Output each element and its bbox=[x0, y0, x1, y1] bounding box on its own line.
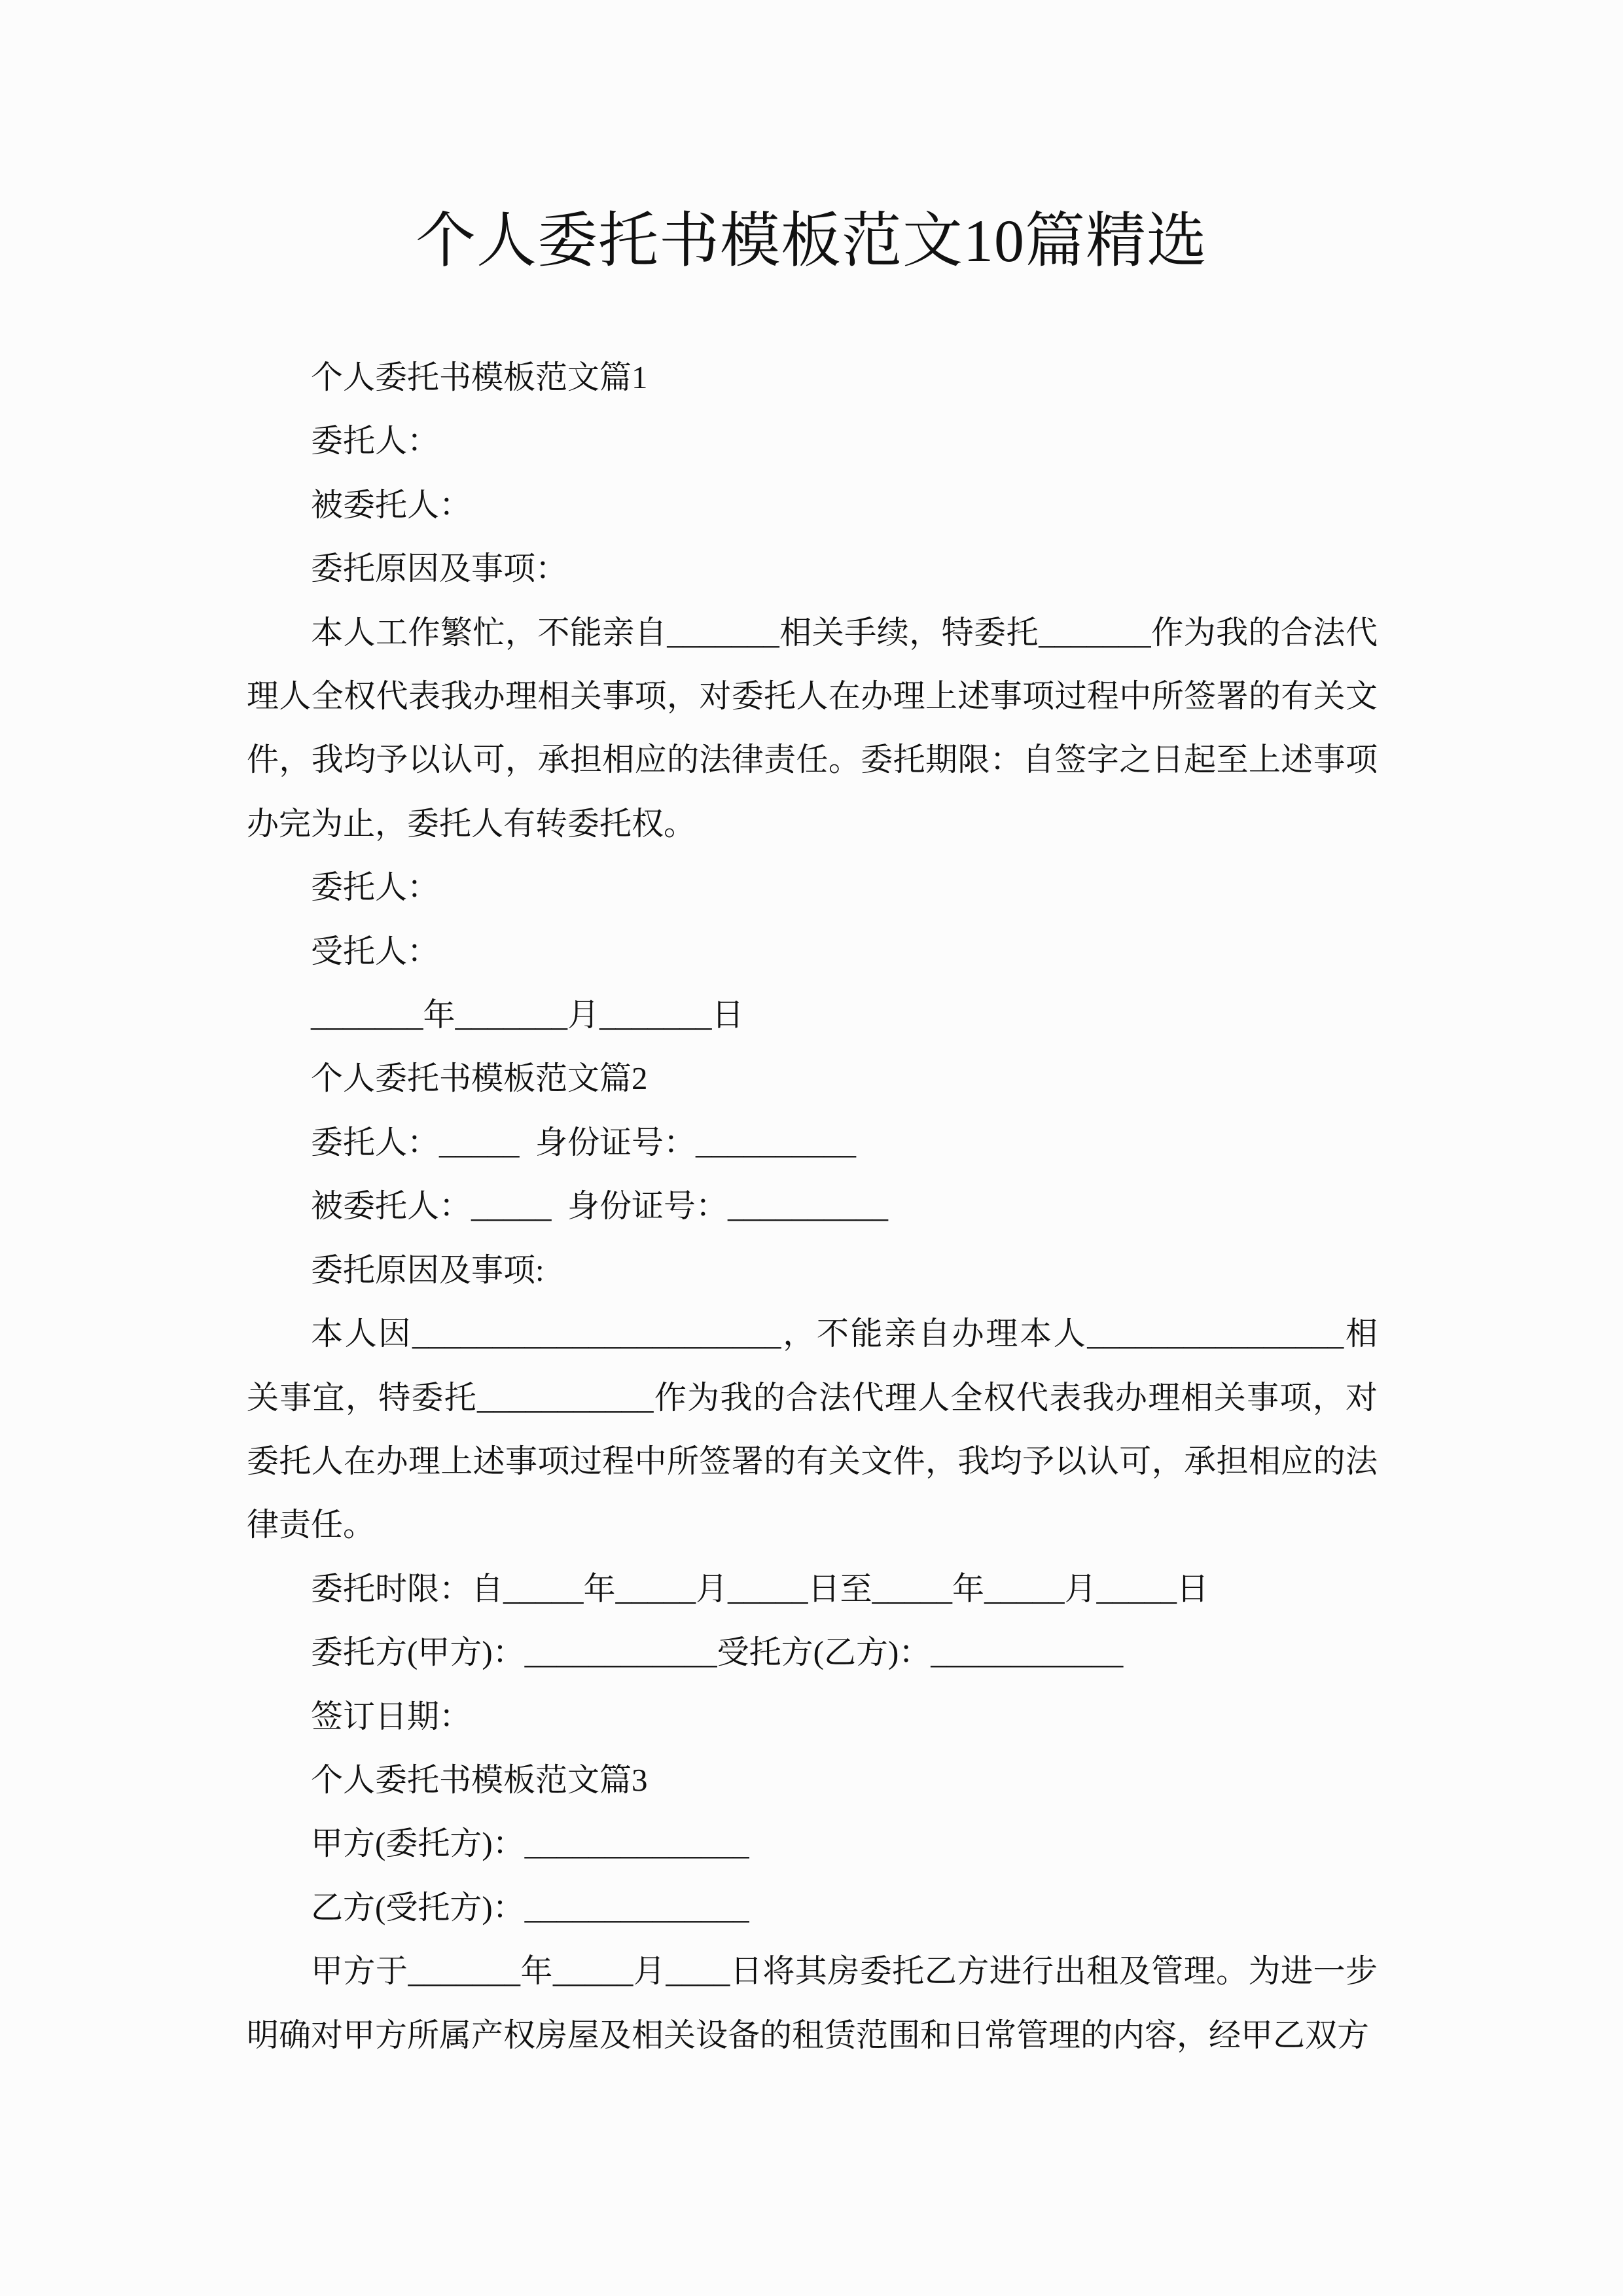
field-reason-label: 委托原因及事项: bbox=[311, 1251, 544, 1288]
party-b-line: 乙方(受托方)：______________ bbox=[311, 1889, 749, 1926]
section-1 bbox=[247, 346, 1378, 1047]
signing-date: 签订日期： bbox=[311, 1698, 472, 1734]
field-agent: 被委托人： bbox=[311, 486, 472, 523]
section-heading: 个人委托书模板范文篇1 bbox=[311, 359, 648, 395]
body-paragraph: 甲方于_______年_____月____日将其房委托乙方进行出租及管理。为进一步明确对甲方所属产权房屋及相关设备的租赁范围和日常管理的内容，经甲乙双方 bbox=[247, 1953, 1378, 2053]
signature-principal: 委托人： bbox=[311, 869, 440, 906]
parties-line: 委托方(甲方)：____________受托方(乙方)：____________ bbox=[311, 1634, 1124, 1671]
field-principal-id: 委托人：_____ 身份证号：__________ bbox=[311, 1124, 857, 1160]
date-line: _______年_______月_______日 bbox=[311, 997, 744, 1033]
field-agent-id: 被委托人：_____ 身份证号：__________ bbox=[311, 1188, 889, 1225]
section-3 bbox=[247, 1748, 1378, 2067]
section-heading: 个人委托书模板范文篇3 bbox=[311, 1761, 648, 1798]
term-line: 委托时限：自_____年_____月_____日至_____年_____月_____日 bbox=[311, 1570, 1209, 1607]
body-paragraph: 本人因_______________________，不能亲自办理本人________________相关事宜，特委托___________作为我的合法代理人全权代表我办理相关事项，对委托人在办理上述事项过程中所签署的有关文件，我均予以认可，承担相应的法律责任。 bbox=[247, 1316, 1378, 1543]
field-reason-label: 委托原因及事项： bbox=[311, 550, 568, 587]
section-2 bbox=[247, 1047, 1378, 1748]
party-a-line: 甲方(委托方)：______________ bbox=[311, 1825, 749, 1862]
field-principal: 委托人： bbox=[311, 423, 440, 459]
body-paragraph: 本人工作繁忙，不能亲自_______相关手续，特委托_______作为我的合法代理人全权代表我办理相关事项，对委托人在办理上述事项过程中所签署的有关文件，我均予以认可，承担相应的法律责任。委托期限：自签字之日起至上述事项办完为止，委托人有转委托权。 bbox=[247, 614, 1378, 842]
document-title: 个人委托书模板范文10篇精选 bbox=[415, 207, 1207, 274]
section-heading: 个人委托书模板范文篇2 bbox=[311, 1060, 648, 1097]
signature-agent: 受托人： bbox=[311, 933, 440, 969]
document-body bbox=[247, 346, 1378, 2067]
